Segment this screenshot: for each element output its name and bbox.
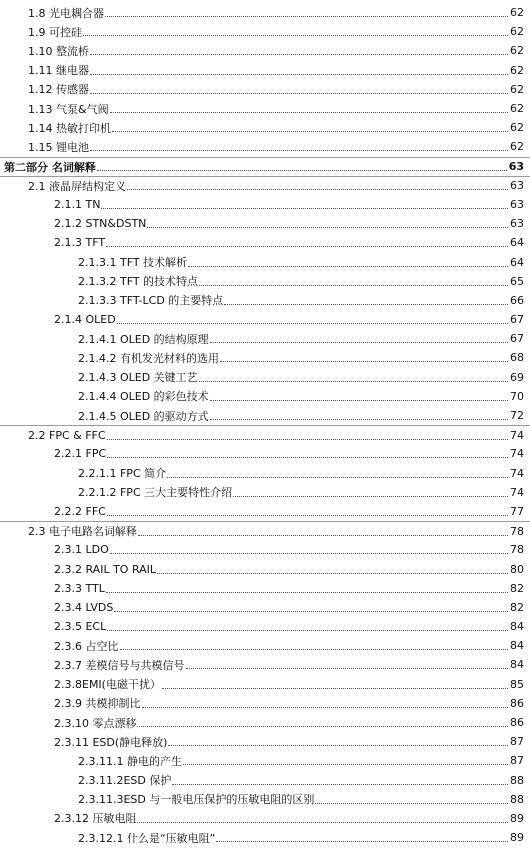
toc-entry-page: 89 bbox=[510, 831, 524, 845]
dot-leader bbox=[90, 74, 508, 75]
toc-entry-page: 72 bbox=[510, 409, 524, 423]
toc-entry[interactable] bbox=[0, 694, 530, 713]
toc-entry-title: 2.2.2 FFC bbox=[54, 504, 106, 518]
toc-entry[interactable] bbox=[0, 464, 530, 483]
toc-entry-page: 74 bbox=[510, 485, 524, 499]
toc-entry[interactable] bbox=[0, 809, 530, 828]
dot-leader bbox=[138, 535, 508, 536]
toc-entry-title: 2.3.12 压敏电阻 bbox=[54, 812, 137, 826]
toc-entry-title: 2.3.8EMI(电磁干扰） bbox=[54, 678, 161, 692]
toc-entry-title: 2.1.4.3 OLED 关键工艺 bbox=[78, 371, 198, 385]
toc-entry-title: 2.3 电子电路名词解释 bbox=[28, 525, 137, 539]
dot-leader bbox=[83, 35, 508, 36]
toc-entry[interactable] bbox=[0, 310, 530, 329]
toc-entry[interactable] bbox=[0, 598, 530, 617]
toc-entry-page: 63 bbox=[510, 197, 524, 211]
toc-entry[interactable] bbox=[0, 214, 530, 233]
dot-leader bbox=[90, 150, 508, 151]
dot-leader bbox=[162, 688, 508, 689]
toc-entry[interactable] bbox=[0, 118, 530, 137]
toc-entry-title: 2.2 FPC & FFC bbox=[28, 428, 106, 442]
toc-entry-page: 84 bbox=[510, 620, 524, 634]
toc-entry-page: 74 bbox=[510, 466, 524, 480]
dot-leader bbox=[137, 822, 508, 823]
toc-entry[interactable] bbox=[0, 502, 530, 521]
dot-leader bbox=[188, 266, 508, 267]
toc-entry-page: 67 bbox=[510, 332, 524, 346]
toc-entry-page: 86 bbox=[510, 716, 524, 730]
toc-entry-title: 2.2.1.2 FPC 三大主要特性介绍 bbox=[78, 486, 233, 500]
toc-entry[interactable] bbox=[0, 425, 530, 444]
dot-leader bbox=[210, 400, 508, 401]
toc-entry-title: 第二部分 名词解释 bbox=[4, 160, 96, 174]
toc-entry-title: 2.3.11 ESD(静电释放) bbox=[54, 735, 168, 749]
dot-leader bbox=[114, 611, 508, 612]
toc-entry-title: 2.2.1.1 FPC 简介 bbox=[78, 467, 167, 481]
toc-entry-title: 2.1.1 TN bbox=[54, 197, 101, 211]
toc-entry-page: 87 bbox=[510, 735, 524, 749]
toc-entry[interactable] bbox=[0, 732, 530, 751]
dot-leader bbox=[110, 112, 508, 113]
toc-entry-page: 84 bbox=[510, 658, 524, 672]
toc-entry-title: 2.1.4 OLED bbox=[54, 313, 116, 327]
toc-entry-page: 84 bbox=[510, 639, 524, 653]
dot-leader bbox=[199, 381, 508, 382]
dot-leader bbox=[137, 726, 508, 727]
toc-entry-page: 85 bbox=[510, 677, 524, 691]
toc-entry-page: 86 bbox=[510, 696, 524, 710]
toc-entry-page: 88 bbox=[510, 773, 524, 787]
toc-entry[interactable] bbox=[0, 713, 530, 732]
toc-entry[interactable] bbox=[0, 636, 530, 655]
toc-entry-title: 2.3.11.2ESD 保护 bbox=[78, 774, 172, 788]
toc-entry-title: 2.1.3.1 TFT 技术解析 bbox=[78, 256, 188, 270]
toc-entry[interactable] bbox=[0, 617, 530, 636]
dot-leader bbox=[107, 515, 508, 516]
toc-entry[interactable] bbox=[0, 80, 530, 99]
toc-entry-title: 1.8 光电耦合器 bbox=[28, 6, 104, 20]
toc-entry-page: 62 bbox=[510, 44, 524, 58]
toc-entry[interactable] bbox=[0, 22, 530, 41]
toc-entry[interactable] bbox=[0, 291, 530, 310]
toc-entry[interactable] bbox=[0, 329, 530, 348]
toc-entry[interactable] bbox=[0, 675, 530, 694]
toc-entry-title: 2.1.3.2 TFT 的技术特点 bbox=[78, 275, 199, 289]
dot-leader bbox=[172, 784, 508, 785]
toc-entry-title: 2.3.3 TTL bbox=[54, 581, 105, 595]
dot-leader bbox=[107, 630, 508, 631]
toc-entry-page: 62 bbox=[510, 6, 524, 20]
dot-leader bbox=[90, 93, 508, 94]
toc-entry[interactable] bbox=[0, 176, 530, 195]
toc-entry-title: 2.3.10 零点漂移 bbox=[54, 716, 137, 730]
toc-entry-title: 2.1.4.2 有机发光材料的选用 bbox=[78, 351, 219, 365]
toc-entry-page: 77 bbox=[510, 504, 524, 518]
toc-entry-title: 2.3.1 LDO bbox=[54, 543, 109, 557]
dot-leader bbox=[112, 131, 508, 132]
toc-entry-page: 62 bbox=[510, 102, 524, 116]
toc-entry-title: 2.3.6 占空比 bbox=[54, 639, 119, 653]
toc-entry[interactable] bbox=[0, 61, 530, 80]
dot-leader bbox=[105, 16, 508, 17]
toc-entry-title: 2.3.11.1 静电的产生 bbox=[78, 754, 182, 768]
dot-leader bbox=[233, 496, 508, 497]
dot-leader bbox=[183, 764, 508, 765]
toc-entry-page: 89 bbox=[510, 811, 524, 825]
toc-entry-page: 82 bbox=[510, 581, 524, 595]
toc-entry[interactable] bbox=[0, 233, 530, 252]
toc-entry-page: 62 bbox=[510, 121, 524, 135]
toc-entry-title: 2.2.1 FPC bbox=[54, 447, 107, 461]
toc-entry-page: 74 bbox=[510, 428, 524, 442]
dot-leader bbox=[107, 457, 508, 458]
toc-entry-page: 62 bbox=[510, 140, 524, 154]
toc-entry[interactable] bbox=[0, 828, 530, 847]
toc-entry-title: 2.3.5 ECL bbox=[54, 620, 107, 634]
dot-leader bbox=[147, 227, 508, 228]
dot-leader bbox=[186, 668, 509, 669]
dot-leader bbox=[210, 419, 508, 420]
toc-entry[interactable] bbox=[0, 41, 530, 60]
dot-leader bbox=[157, 573, 508, 574]
dot-leader bbox=[117, 323, 508, 324]
toc-entry-title: 1.9 可控硅 bbox=[28, 25, 82, 39]
toc-entry-page: 82 bbox=[510, 600, 524, 614]
toc-entry-page: 87 bbox=[510, 754, 524, 768]
dot-leader bbox=[101, 208, 508, 209]
dot-leader bbox=[120, 649, 509, 650]
toc-entry-title: 2.3.2 RAIL TO RAIL bbox=[54, 562, 157, 576]
dot-leader bbox=[220, 361, 508, 362]
toc-entry[interactable] bbox=[0, 521, 530, 540]
toc-entry-title: 2.1.3.3 TFT-LCD 的主要特点 bbox=[78, 294, 224, 308]
toc-entry[interactable] bbox=[0, 99, 530, 118]
toc-entry[interactable] bbox=[0, 387, 530, 406]
toc-entry-page: 78 bbox=[510, 524, 524, 538]
toc-entry-title: 1.11 继电器 bbox=[28, 64, 89, 78]
dot-leader bbox=[216, 841, 508, 842]
toc-entry[interactable] bbox=[0, 751, 530, 770]
toc-entry-title: 2.1.3 TFT bbox=[54, 236, 106, 250]
toc-entry[interactable] bbox=[0, 579, 530, 598]
toc-entry-title: 2.1.4.1 OLED 的结构原理 bbox=[78, 332, 209, 346]
toc-entry-page: 74 bbox=[510, 447, 524, 461]
dot-leader bbox=[106, 592, 508, 593]
toc-entry[interactable] bbox=[0, 252, 530, 271]
toc-entry[interactable] bbox=[0, 3, 530, 22]
toc-entry-page: 64 bbox=[510, 255, 524, 269]
toc-entry[interactable] bbox=[0, 559, 530, 578]
toc-entry[interactable] bbox=[0, 540, 530, 559]
toc-entry[interactable] bbox=[0, 771, 530, 790]
dot-leader bbox=[142, 707, 509, 708]
dot-leader bbox=[199, 285, 508, 286]
toc-entry[interactable] bbox=[0, 272, 530, 291]
dot-leader bbox=[106, 246, 508, 247]
toc-entry-title: 1.13 气泵&气阀 bbox=[28, 102, 109, 116]
dot-leader bbox=[127, 189, 508, 190]
toc-entry-page: 70 bbox=[510, 389, 524, 403]
toc-entry-title: 2.1.2 STN&DSTN bbox=[54, 217, 147, 231]
toc-entry-page: 88 bbox=[510, 792, 524, 806]
dot-leader bbox=[110, 553, 508, 554]
dot-leader bbox=[90, 54, 508, 55]
toc-entry-page: 65 bbox=[510, 274, 524, 288]
toc-entry-title: 2.1 液晶屏结构定义 bbox=[28, 179, 126, 193]
toc-entry-title: 1.15 锂电池 bbox=[28, 140, 89, 154]
toc-entry[interactable] bbox=[0, 368, 530, 387]
toc-entry[interactable] bbox=[0, 348, 530, 367]
toc-entry-page: 62 bbox=[510, 82, 524, 96]
toc-entry-page: 68 bbox=[510, 351, 524, 365]
toc-entry[interactable] bbox=[0, 444, 530, 463]
toc-entry-page: 78 bbox=[510, 543, 524, 557]
toc-entry-page: 69 bbox=[510, 370, 524, 384]
dot-leader bbox=[224, 304, 508, 305]
toc-entry[interactable] bbox=[0, 137, 530, 156]
dot-leader bbox=[107, 439, 508, 440]
toc-entry-page: 63 bbox=[508, 160, 524, 174]
toc-entry[interactable] bbox=[0, 195, 530, 214]
toc-entry-page: 63 bbox=[510, 217, 524, 231]
toc-entry[interactable] bbox=[0, 406, 530, 425]
toc-entry-page: 62 bbox=[510, 25, 524, 39]
dot-leader bbox=[210, 342, 508, 343]
toc-entry[interactable] bbox=[0, 790, 530, 809]
toc-entry-title: 2.3.11.3ESD 与一般电压保护的压敏电阻的区别 bbox=[78, 793, 315, 807]
toc-entry-page: 62 bbox=[510, 63, 524, 77]
toc-entry-page: 66 bbox=[510, 293, 524, 307]
toc-entry[interactable] bbox=[0, 483, 530, 502]
toc-entry-title: 2.3.9 共模抑制比 bbox=[54, 697, 141, 711]
toc-entry-title: 2.1.4.5 OLED 的驱动方式 bbox=[78, 409, 209, 423]
dot-leader bbox=[168, 745, 508, 746]
toc-entry-page: 64 bbox=[510, 236, 524, 250]
toc-entry-title: 2.1.4.4 OLED 的彩色技术 bbox=[78, 390, 209, 404]
toc-entry-title: 2.3.7 差模信号与共模信号 bbox=[54, 658, 185, 672]
toc-entry-title: 1.10 整流桥 bbox=[28, 44, 89, 58]
toc-entry-title: 1.12 传感器 bbox=[28, 83, 89, 97]
toc-entry[interactable] bbox=[0, 655, 530, 674]
dot-leader bbox=[315, 803, 508, 804]
toc-entry-title: 1.14 热敏打印机 bbox=[28, 121, 111, 135]
toc-entry[interactable] bbox=[0, 157, 530, 176]
toc-entry-page: 67 bbox=[510, 313, 524, 327]
toc-entry-title: 2.3.12.1 什么是“压敏电阻” bbox=[78, 831, 216, 845]
dot-leader bbox=[167, 477, 508, 478]
dot-leader bbox=[97, 170, 507, 171]
toc-entry-page: 80 bbox=[510, 562, 524, 576]
toc-entry-title: 2.3.4 LVDS bbox=[54, 600, 114, 614]
toc-entry-page: 63 bbox=[510, 179, 524, 193]
